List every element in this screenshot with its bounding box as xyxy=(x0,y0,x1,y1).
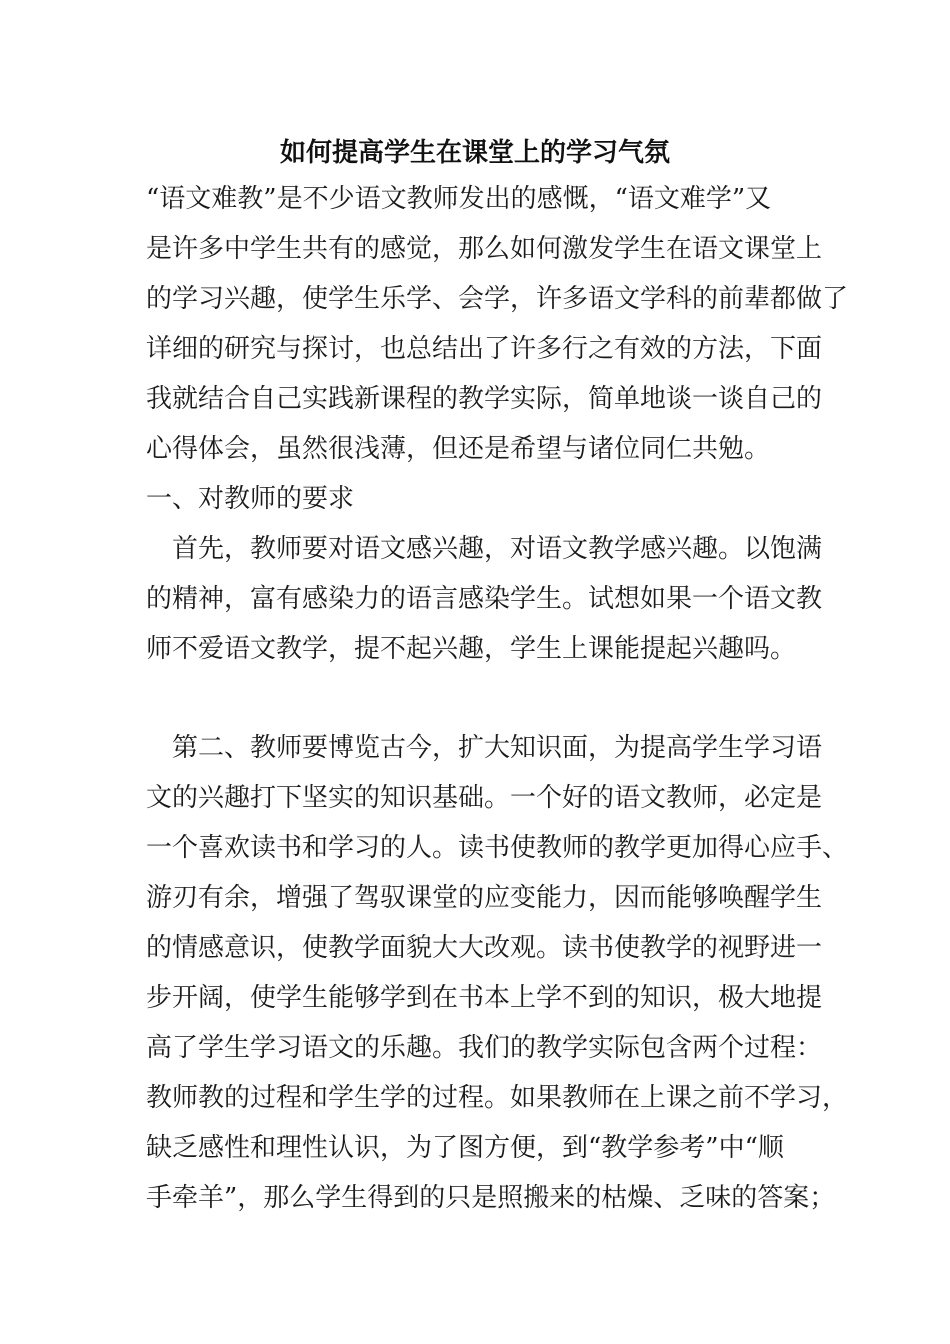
text-line: 第二、教师要博览古今，扩大知识面，为提高学生学习语 xyxy=(146,733,823,763)
text-line: 心得体会，虽然很浅薄，但还是希望与诸位同仁共勉。 xyxy=(146,434,771,464)
document-title: 如何提高学生在课堂上的学习气氛 xyxy=(279,138,670,168)
text-line: “语文难教”是不少语文教师发出的感慨，“语文难学”又 xyxy=(146,184,772,214)
text-line: 文的兴趣打下坚实的知识基础。一个好的语文教师，必定是 xyxy=(146,783,823,813)
text-line: 高了学生学习语文的乐趣。我们的教学实际包含两个过程： xyxy=(146,1033,823,1063)
text-line: 游刃有余，增强了驾驭课堂的应变能力，因而能够唤醒学生 xyxy=(146,883,823,913)
text-line: 师不爱语文教学，提不起兴趣，学生上课能提起兴趣吗。 xyxy=(146,634,797,664)
text-line: 详细的研究与探讨，也总结出了许多行之有效的方法，下面 xyxy=(146,334,823,364)
text-line: 的情感意识，使教学面貌大大改观。读书使教学的视野进一 xyxy=(146,933,823,963)
text-line: 首先，教师要对语文感兴趣，对语文教学感兴趣。以饱满 xyxy=(146,534,823,564)
text-line: 的精神，富有感染力的语言感染学生。试想如果一个语文教 xyxy=(146,584,823,614)
text-line: 的学习兴趣，使学生乐学、会学，许多语文学科的前辈都做了 xyxy=(146,284,849,314)
text-line: 教师教的过程和学生学的过程。如果教师在上课之前不学习， xyxy=(146,1083,849,1113)
text-line: 缺乏感性和理性认识，为了图方便，到“教学参考”中“顺 xyxy=(146,1133,784,1163)
text-line: 是许多中学生共有的感觉，那么如何激发学生在语文课堂上 xyxy=(146,234,823,264)
section-heading: 一、对教师的要求 xyxy=(146,484,355,514)
text-line: 我就结合自己实践新课程的教学实际，简单地谈一谈自己的 xyxy=(146,384,823,414)
text-line: 步开阔，使学生能够学到在书本上学不到的知识，极大地提 xyxy=(146,983,823,1013)
text-line: 手牵羊”，那么学生得到的只是照搬来的枯燥、乏味的答案； xyxy=(146,1183,836,1213)
text-line: 一个喜欢读书和学习的人。读书使教师的教学更加得心应手、 xyxy=(146,833,849,863)
